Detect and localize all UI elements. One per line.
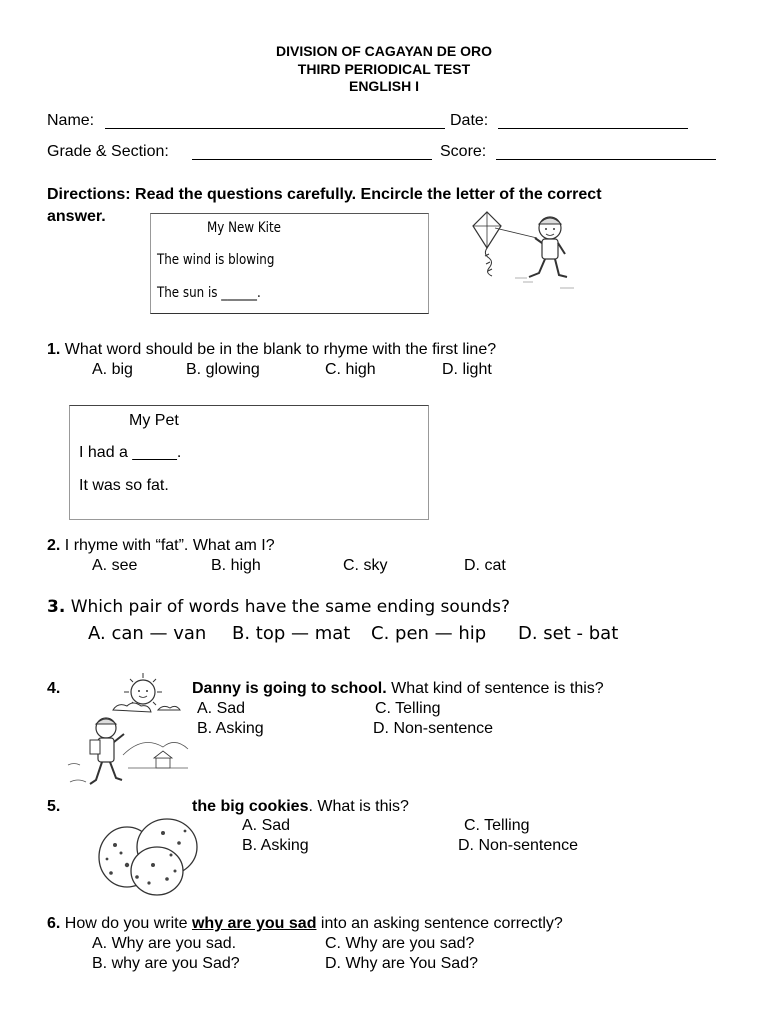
- q2-option-c[interactable]: C. sky: [343, 557, 388, 574]
- question-2: [47, 537, 275, 555]
- q4-option-c[interactable]: C. Telling: [375, 700, 441, 717]
- question-6: [47, 915, 563, 933]
- question-3-number: 3.: [47, 597, 66, 617]
- question-2-number: 2.: [47, 537, 61, 554]
- question-6-number: 6.: [47, 915, 61, 932]
- boy-with-kite-illustration: [465, 208, 580, 298]
- q5-option-c[interactable]: C. Telling: [464, 817, 530, 834]
- poem-pet-box: [69, 405, 429, 520]
- poem-pet-line-2: It was so fat.: [79, 477, 169, 494]
- grade-section-label: Grade & Section:: [47, 143, 169, 160]
- q4-option-a[interactable]: A. Sad: [197, 700, 246, 717]
- boy-going-to-school-illustration: [68, 670, 193, 800]
- date-blank[interactable]: [498, 128, 688, 129]
- q3-option-a[interactable]: A. can — van: [88, 623, 207, 644]
- question-6-pre: How do you write: [64, 915, 192, 932]
- question-2-text: I rhyme with “fat”. What am I?: [64, 537, 275, 554]
- q1-option-b[interactable]: B. glowing: [186, 361, 260, 378]
- q6-option-d[interactable]: D. Why are You Sad?: [325, 955, 478, 972]
- question-4: [192, 680, 604, 698]
- question-4-sentence: Danny is going to school.: [192, 680, 387, 697]
- poem-kite-line-1: The wind is blowing: [157, 252, 275, 268]
- q2-option-a[interactable]: A. see: [92, 557, 138, 574]
- q1-option-a[interactable]: A. big: [92, 361, 133, 378]
- q3-option-c[interactable]: C. pen — hip: [371, 623, 487, 644]
- directions-line-2: answer.: [47, 208, 106, 225]
- question-6-post: into an asking sentence correctly?: [316, 915, 563, 932]
- question-5: [192, 798, 409, 816]
- question-3-text: Which pair of words have the same ending sounds?: [70, 597, 511, 617]
- q5-option-b[interactable]: B. Asking: [242, 837, 309, 854]
- question-5-number: 5.: [47, 798, 61, 815]
- q2-option-d[interactable]: D. cat: [464, 557, 506, 574]
- directions-line-1: Directions: Read the questions carefully. Encircle the letter of the correct: [47, 186, 602, 203]
- test-heading: THIRD PERIODICAL TEST: [297, 61, 471, 77]
- q6-option-a[interactable]: A. Why are you sad.: [92, 935, 237, 952]
- score-blank[interactable]: [496, 159, 716, 160]
- subject-heading: ENGLISH I: [348, 78, 419, 94]
- q3-option-b[interactable]: B. top — mat: [232, 623, 351, 644]
- question-3: [47, 597, 510, 617]
- poem-pet-line-1: I had a _____.: [79, 444, 182, 461]
- poem-kite-title: My New Kite: [207, 220, 281, 236]
- q2-option-b[interactable]: B. high: [211, 557, 261, 574]
- q1-option-d[interactable]: D. light: [442, 361, 492, 378]
- poem-kite-line-2: The sun is ______.: [157, 285, 261, 301]
- division-heading: DIVISION OF CAGAYAN DE ORO: [275, 43, 492, 59]
- q6-option-b[interactable]: B. why are you Sad?: [92, 955, 240, 972]
- question-4-number: 4.: [47, 680, 61, 697]
- q5-option-a[interactable]: A. Sad: [242, 817, 291, 834]
- q1-option-c[interactable]: C. high: [325, 361, 376, 378]
- name-label: Name:: [47, 112, 95, 129]
- question-1-text: What word should be in the blank to rhyme with the first line?: [64, 341, 497, 358]
- q4-option-d[interactable]: D. Non-sentence: [373, 720, 494, 737]
- question-6-phrase: why are you sad: [191, 915, 317, 932]
- grade-section-blank[interactable]: [192, 159, 432, 160]
- big-cookies-illustration: [97, 815, 207, 897]
- q5-option-d[interactable]: D. Non-sentence: [458, 837, 579, 854]
- poem-pet-title: My Pet: [129, 412, 179, 429]
- name-blank[interactable]: [105, 128, 445, 129]
- q6-option-c[interactable]: C. Why are you sad?: [325, 935, 475, 952]
- date-label: Date:: [450, 112, 489, 129]
- score-label: Score:: [440, 143, 487, 160]
- question-1-number: 1.: [47, 341, 61, 358]
- q4-option-b[interactable]: B. Asking: [197, 720, 264, 737]
- question-5-text: . What is this?: [308, 798, 409, 815]
- question-4-text: What kind of sentence is this?: [386, 680, 604, 697]
- question-1: [47, 341, 496, 359]
- question-5-phrase: the big cookies: [192, 798, 309, 815]
- poem-kite-box: [150, 213, 429, 314]
- q3-option-d[interactable]: D. set - bat: [518, 623, 619, 644]
